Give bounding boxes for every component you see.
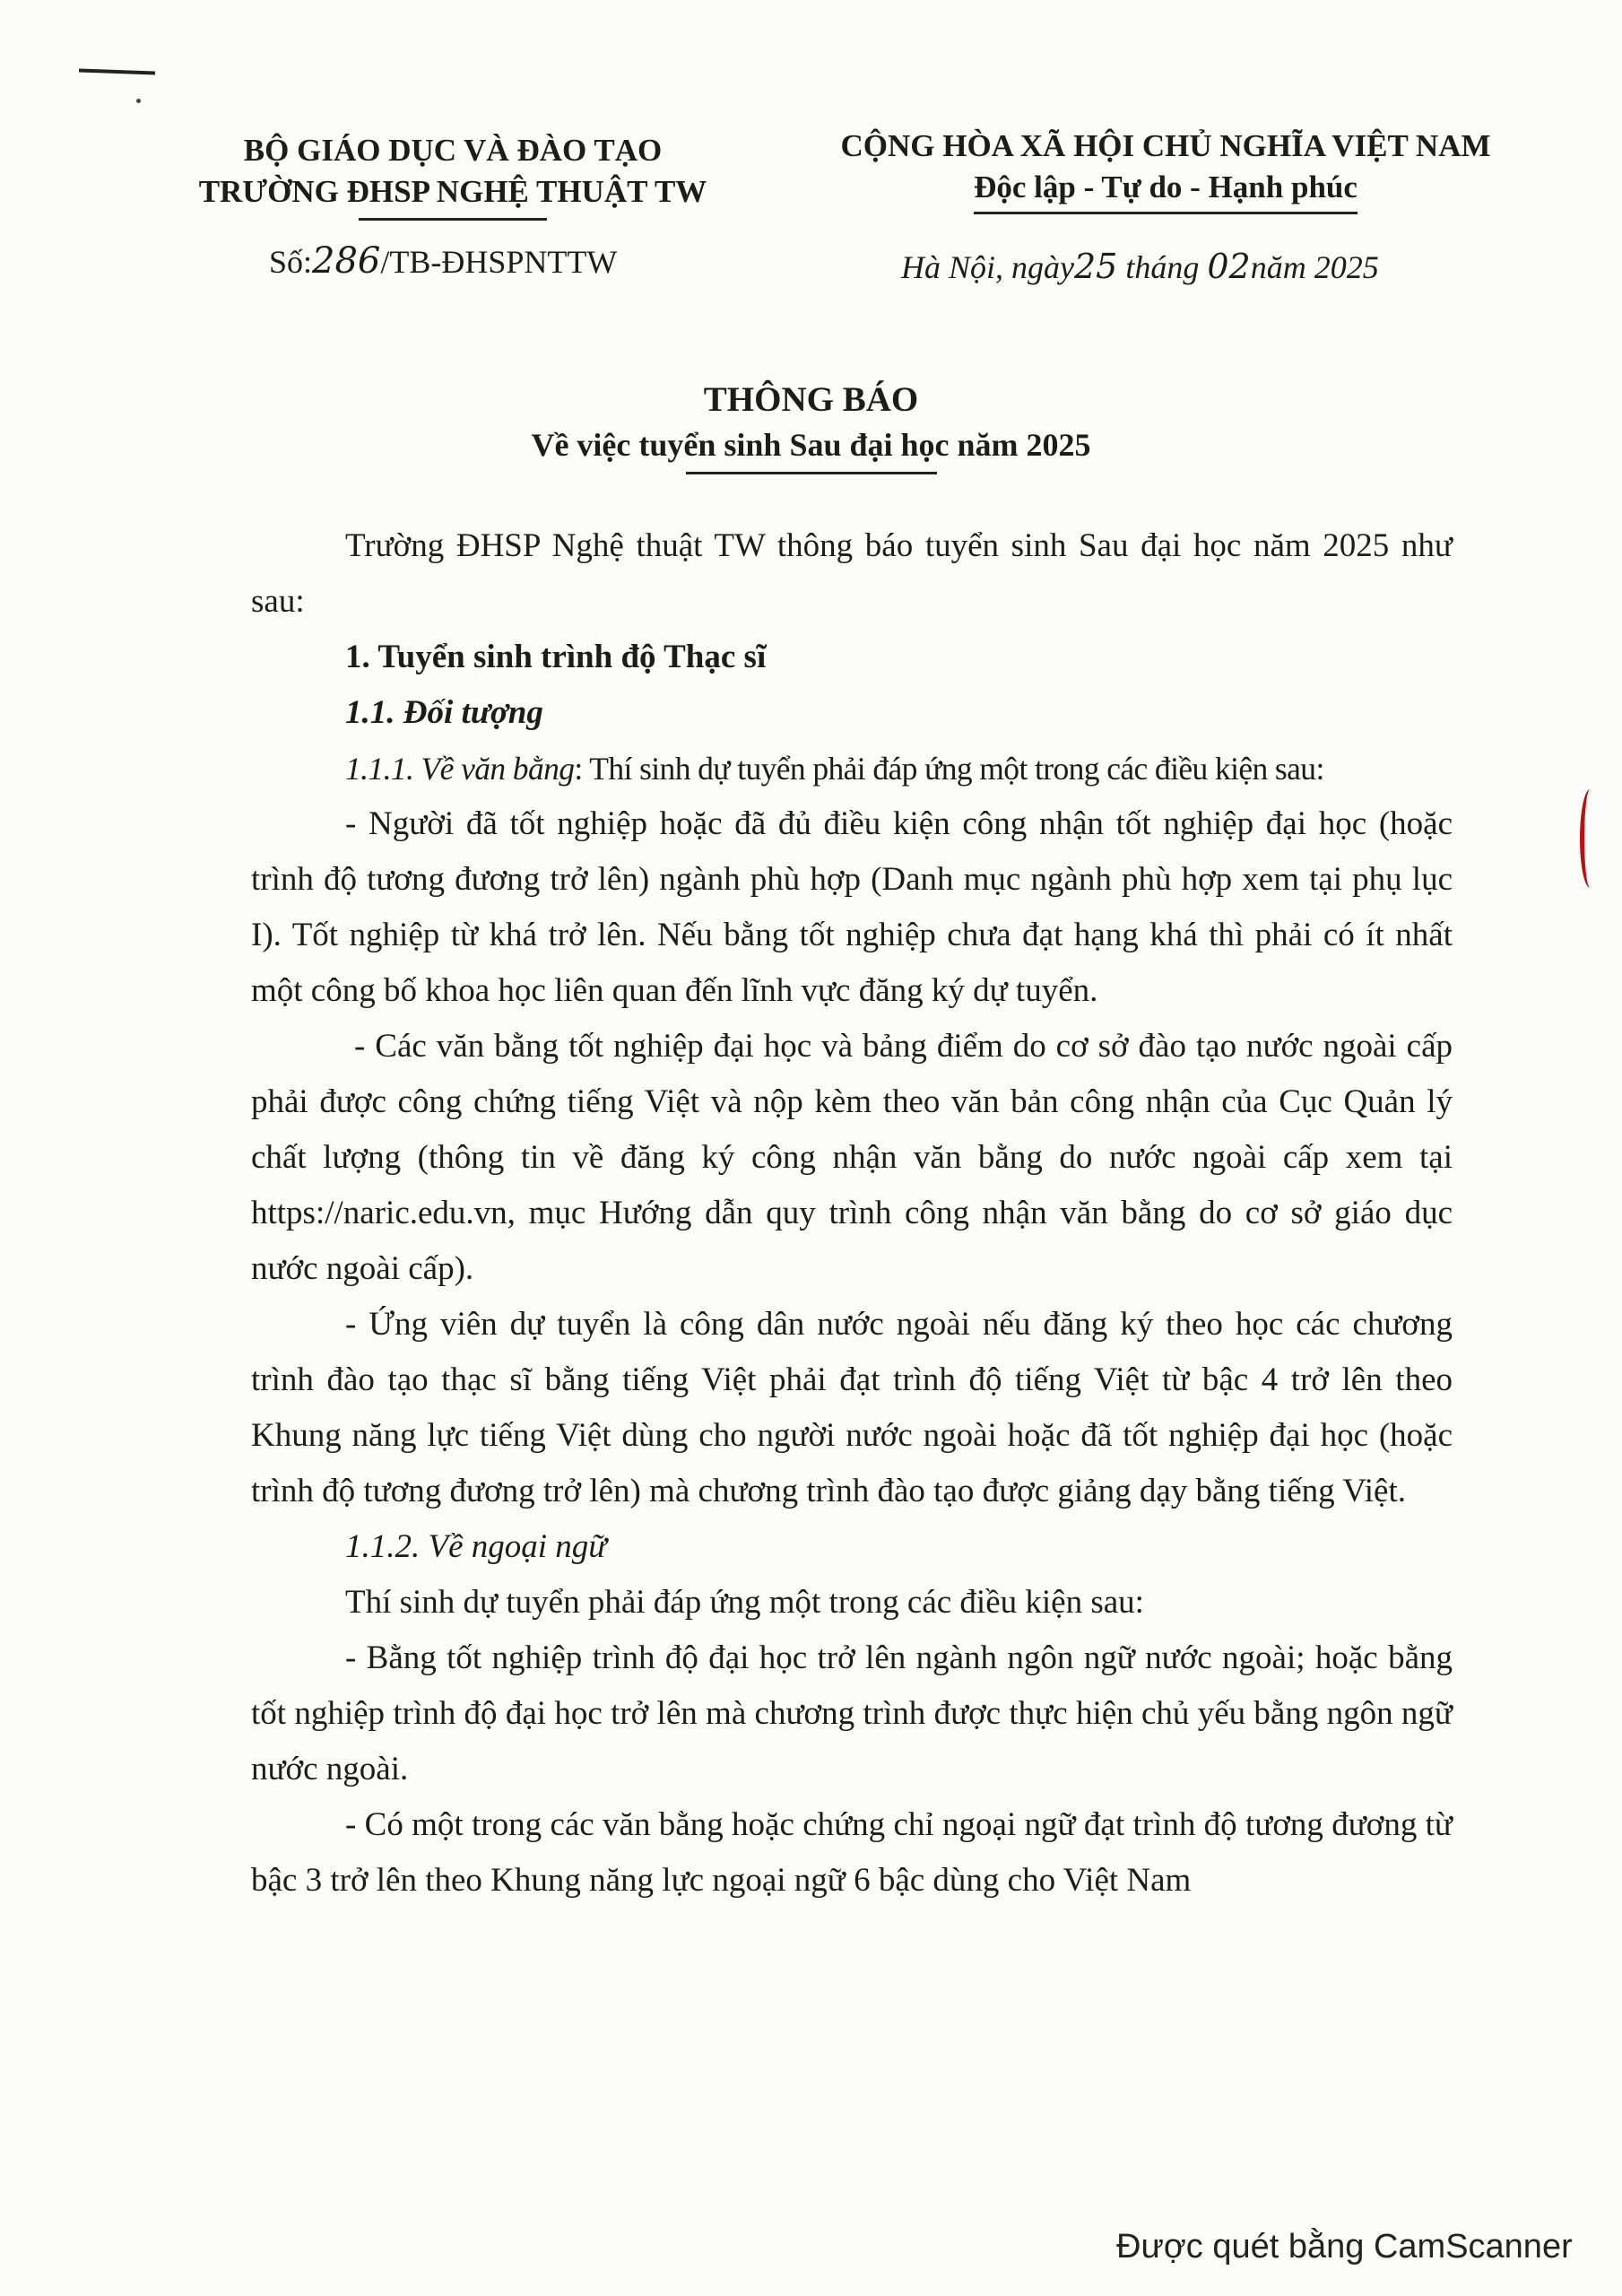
camscanner-watermark: Được quét bằng CamScanner bbox=[1116, 2228, 1573, 2266]
section-1-1-1-label: 1.1.1. Về văn bằng bbox=[345, 751, 575, 787]
national-header bbox=[780, 126, 1551, 214]
paragraph-degree-requirement: - Người đã tốt nghiệp hoặc đã đủ điều kiện công nhận tốt nghiệp đại học (hoặc trình độ tương đương trở lên) ngành phù hợp (Danh mục ngành phù hợp xem tại phụ lục I). Tốt nghiệp từ khá trở lên. Nếu bằng tốt nghiệp chưa đạt hạng khá thì phải có ít nhất một công bố khoa học liên quan đến lĩnh vực đăng ký dự tuyển. bbox=[251, 805, 1453, 1009]
paragraph-language-intro: Thí sinh dự tuyển phải đáp ứng một trong các điều kiện sau: bbox=[345, 1584, 1144, 1621]
date-month-handwritten: 02 bbox=[1207, 247, 1251, 286]
document-date bbox=[901, 247, 1379, 286]
paragraph-foreign-candidates: - Ứng viên dự tuyển là công dân nước ngoài nếu đăng ký theo học các chương trình đào tạo thạc sĩ bằng tiếng Việt phải đạt trình độ tiếng Việt từ bậc 4 trở lên theo Khung năng lực tiếng Việt dùng cho người nước ngoài hoặc đã tốt nghiệp đại học (hoặc trình độ tương đương trở lên) mà chương trình đào tạo được giảng dạy bằng tiếng Việt. bbox=[251, 1306, 1453, 1509]
section-1-1-1-text: : Thí sinh dự tuyển phải đáp ứng một trong các điều kiện sau: bbox=[574, 751, 1324, 787]
title-underline bbox=[686, 472, 937, 474]
date-part2: tháng bbox=[1117, 249, 1208, 285]
scan-artifact-line bbox=[79, 69, 155, 75]
document-number bbox=[269, 240, 617, 282]
issuer-header bbox=[166, 130, 740, 221]
paragraph-foreign-degree: - Các văn bằng tốt nghiệp đại học và bảng điểm do cơ sở đào tạo nước ngoài cấp phải được công chứng tiếng Việt và nộp kèm theo văn bản công nhận của Cục Quản lý chất lượng (thông tin về đăng ký công nhận văn bằng do nước ngoài cấp xem tại https://naric.edu.vn, mục Hướng dẫn quy trình công nhận văn bằng do cơ sở giáo dục nước ngoài cấp). bbox=[251, 1028, 1453, 1287]
red-ink-mark bbox=[1580, 789, 1600, 888]
date-part1: Hà Nội, ngày bbox=[901, 249, 1074, 285]
doc-number-prefix: Số: bbox=[269, 244, 313, 280]
title-main: THÔNG BÁO bbox=[703, 380, 919, 419]
date-day-handwritten: 25 bbox=[1074, 247, 1118, 286]
intro-paragraph: Trường ĐHSP Nghệ thuật TW thông báo tuyển sinh Sau đại học năm 2025 như sau: bbox=[251, 527, 1453, 620]
title-sub: Về việc tuyển sinh Sau đại học năm 2025 bbox=[531, 427, 1091, 463]
date-part3: năm 2025 bbox=[1250, 249, 1379, 285]
scan-artifact-dot bbox=[136, 99, 141, 103]
document-title bbox=[0, 377, 1622, 474]
issuer-underline bbox=[359, 218, 547, 221]
ministry-name: BỘ GIÁO DỤC VÀ ĐÀO TẠO bbox=[243, 133, 663, 168]
school-name: TRƯỜNG ĐHSP NGHỆ THUẬT TW bbox=[198, 174, 707, 209]
country-name: CỘNG HÒA XÃ HỘI CHỦ NGHĨA VIỆT NAM bbox=[840, 128, 1491, 163]
doc-number-suffix: /TB-ĐHSPNTTW bbox=[380, 244, 618, 280]
paragraph-language-degree: - Bằng tốt nghiệp trình độ đại học trở lên ngành ngôn ngữ nước ngoài; hoặc bằng tốt nghiệp trình độ đại học trở lên mà chương trình được thực hiện chủ yếu bằng ngôn ngữ nước ngoài. bbox=[251, 1639, 1453, 1787]
doc-number-handwritten: 286 bbox=[312, 240, 381, 282]
section-1-heading: 1. Tuyển sinh trình độ Thạc sĩ bbox=[345, 639, 767, 675]
national-motto: Độc lập - Tự do - Hạnh phúc bbox=[974, 167, 1357, 214]
section-1-1-heading: 1.1. Đối tượng bbox=[345, 694, 543, 731]
section-1-1-2-heading: 1.1.2. Về ngoại ngữ bbox=[345, 1528, 607, 1565]
document-body bbox=[251, 518, 1453, 1909]
section-1-1-1-line bbox=[251, 741, 1453, 796]
paragraph-language-certificate: - Có một trong các văn bằng hoặc chứng chỉ ngoại ngữ đạt trình độ tương đương từ bậc 3 trở lên theo Khung năng lực ngoại ngữ 6 bậc dùng cho Việt Nam bbox=[251, 1806, 1453, 1899]
